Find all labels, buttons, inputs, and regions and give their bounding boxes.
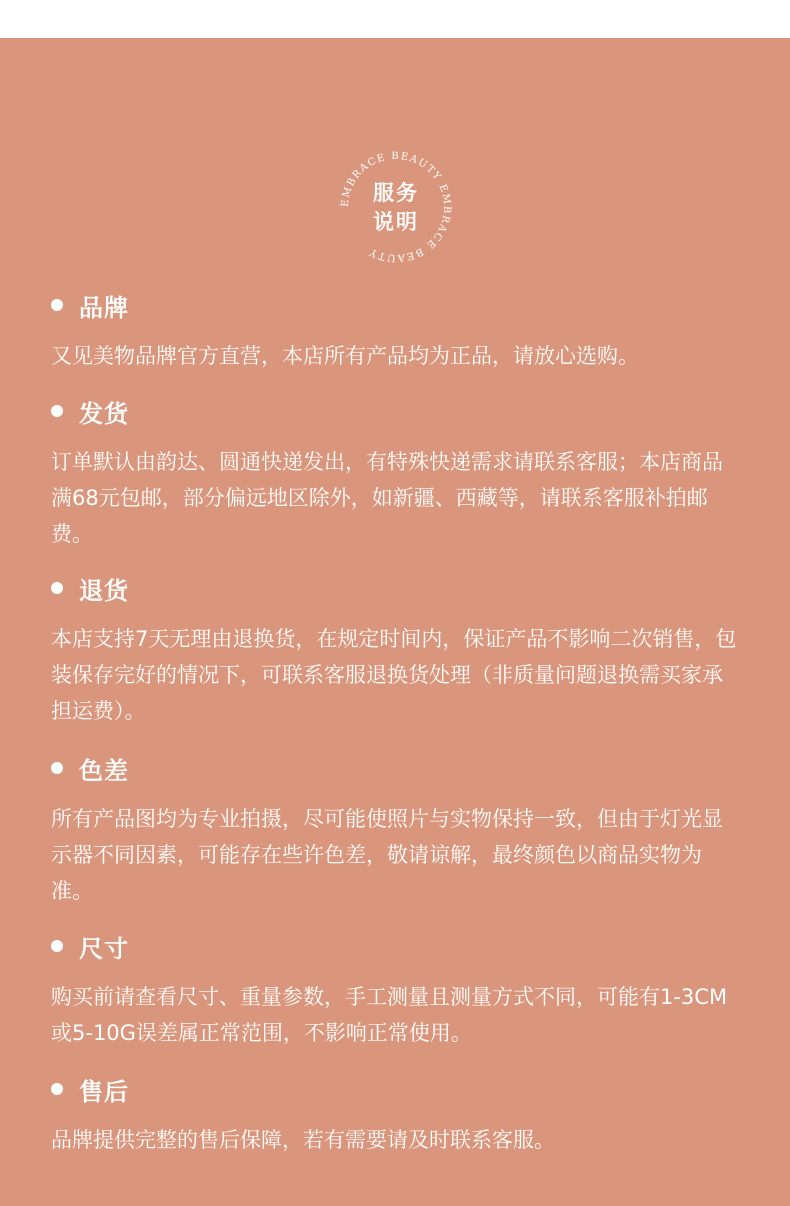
bullet-dot-icon [51,299,63,311]
bullet-dot-icon [51,762,63,774]
service-info-panel [0,38,790,1206]
bullet-dot-icon [51,582,63,594]
section-body: 又见美物品牌官方直营，本店所有产品均为正品，请放心选购。 [51,344,639,368]
section-title: 售后 [79,1077,129,1106]
section-body: 品牌提供完整的售后保障，若有需要请及时联系客服。 [51,1128,555,1152]
section-brand [51,290,751,374]
service-badge [338,149,454,265]
section-after-sales [51,1074,751,1158]
embrace-beauty-ring [338,149,454,265]
bullet-dot-icon [51,405,63,417]
section-head [51,396,751,426]
section-body: 购买前请查看尺寸、重量参数，手工测量且测量方式不同，可能有1-3CM或5-10G误差属正常范围，不影响正常使用。 [51,985,728,1045]
section-head [51,573,751,603]
section-body: 本店支持7天无理由退换货，在规定时间内，保证产品不影响二次销售，包装保存完好的情况下，可联系客服退换货处理（非质量问题退换需买家承担运费）。 [51,627,737,723]
badge-title-line2: 说明 [373,210,419,234]
section-title: 尺寸 [79,934,129,963]
bullet-dot-icon [51,1083,63,1095]
section-body: 订单默认由韵达、圆通快递发出，有特殊快递需求请联系客服；本店商品满68元包邮，部分偏远地区除外，如新疆、西藏等，请联系客服补拍邮费。 [51,450,723,546]
section-color-difference [51,753,751,909]
section-head [51,290,751,320]
badge-title-line1: 服务 [373,181,419,205]
section-title: 品牌 [79,293,129,322]
svg-text:EMBRACE BEAUTY EMBRACE BEAUTY [340,151,452,263]
section-body: 所有产品图均为专业拍摄，尽可能使照片与实物保持一致，但由于灯光显示器不同因素，可能存在些许色差，敬请谅解，最终颜色以商品实物为准。 [51,807,723,903]
section-size [51,931,751,1051]
section-returns [51,573,751,729]
section-title: 色差 [79,756,129,785]
section-head [51,931,751,961]
section-shipping [51,396,751,552]
section-title: 发货 [79,399,129,428]
ring-text: EMBRACE BEAUTY EMBRACE BEAUTY [339,150,453,264]
section-head [51,753,751,783]
section-title: 退货 [79,576,129,605]
section-head [51,1074,751,1104]
bullet-dot-icon [51,940,63,952]
